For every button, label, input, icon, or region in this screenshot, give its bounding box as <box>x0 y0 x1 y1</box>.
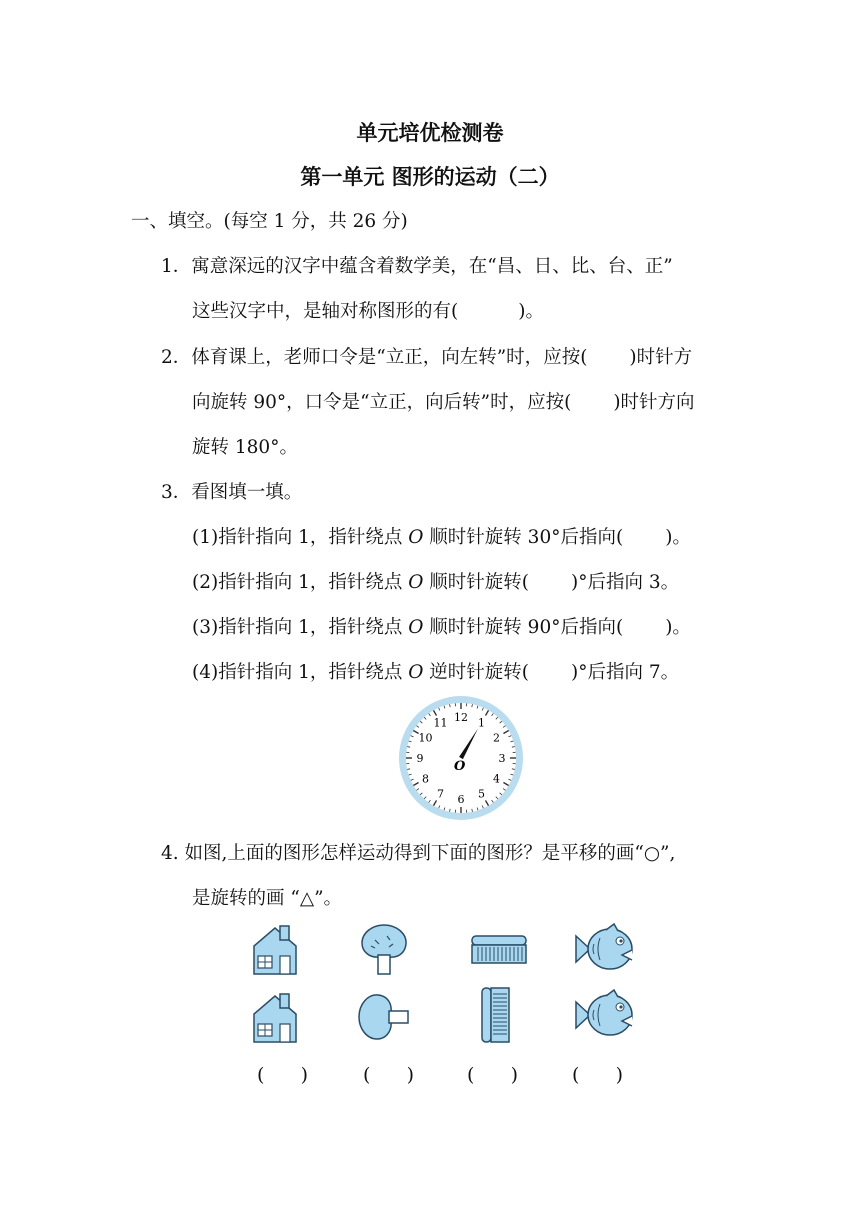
point-o-label: O <box>408 527 424 548</box>
q3-sub1-c: )。 <box>665 527 691 548</box>
q3-line: 3．看图填一填。 <box>161 482 303 503</box>
q2-line2-end: )时针方向 <box>613 392 695 413</box>
q1-line2 <box>192 297 544 323</box>
q1-line2-text: 这些汉字中，是轴对称图形的有( <box>192 301 459 322</box>
q3-sub4-b: 逆时针旋转( <box>423 662 530 683</box>
q3-sub1 <box>192 523 691 549</box>
house-icon <box>250 924 300 976</box>
q3-sub1-b: 顺时针旋转 30°后指向( <box>423 527 624 548</box>
q3-sub3-c: )。 <box>665 617 691 638</box>
clock-number: 12 <box>454 711 468 724</box>
point-o-label: O <box>408 617 424 638</box>
point-o-label: O <box>408 662 424 683</box>
q3-sub3-a: (3)指针指向 1，指针绕点 <box>192 617 409 638</box>
q3-sub2-c: )°后指向 3。 <box>571 572 680 593</box>
point-o-label: O <box>408 572 424 593</box>
page-title: 单元培优检测卷 <box>356 121 504 145</box>
q2-line1-text: 2．体育课上，老师口令是“立正，向左转”时，应按( <box>161 347 588 368</box>
answer-paren-3[interactable]: ( ) <box>467 1064 519 1086</box>
clock-number: 6 <box>457 793 465 806</box>
q1-line1: 1．寓意深远的汉字中蕴含着数学美，在“昌、日、比、台、正” <box>161 256 673 277</box>
q4-line1: 4. 如图,上面的图形怎样运动得到下面的图形？是平移的画“○”, <box>161 843 676 864</box>
clock-figure <box>396 694 526 822</box>
q3-sub3-b: 顺时针旋转 90°后指向( <box>423 617 624 638</box>
clock-number: 2 <box>493 731 501 745</box>
q3-sub2-b: 顺时针旋转( <box>423 572 530 593</box>
tree-icon <box>357 922 411 976</box>
q2-line2 <box>192 388 695 414</box>
q3-sub1-a: (1)指针指向 1，指针绕点 <box>192 527 409 548</box>
clock-center-label: O <box>454 759 466 774</box>
clock-number: 10 <box>418 731 433 745</box>
section-heading: 一、填空。(每空 1 分，共 26 分) <box>131 211 408 232</box>
answer-paren-1[interactable]: ( ) <box>257 1064 309 1086</box>
q2-line1 <box>161 343 692 369</box>
clock-number: 4 <box>493 772 501 786</box>
clock-number: 7 <box>437 787 444 801</box>
clock-number: 11 <box>433 716 448 730</box>
q3-sub4 <box>192 658 679 684</box>
fish-icon <box>574 922 636 976</box>
clock-number: 1 <box>478 716 485 730</box>
comb-icon <box>480 986 512 1044</box>
q2-line2-text: 向旋转 90°，口令是“立正，向后转”时，应按( <box>192 392 572 413</box>
tree-icon <box>354 992 410 1042</box>
clock-number: 3 <box>498 752 506 765</box>
q3-sub4-a: (4)指针指向 1，指针绕点 <box>192 662 409 683</box>
clock-number: 8 <box>421 772 429 786</box>
q2-line1-end: )时针方 <box>629 347 693 368</box>
page-subtitle: 第一单元 图形的运动（二） <box>300 165 560 189</box>
answer-paren-2[interactable]: ( ) <box>363 1064 415 1086</box>
q4-line2: 是旋转的画 “△”。 <box>192 888 343 909</box>
q3-sub4-c: )°后指向 7。 <box>571 662 680 683</box>
house-icon <box>250 992 300 1044</box>
answer-paren-4[interactable]: ( ) <box>572 1064 624 1086</box>
clock-number: 5 <box>478 787 485 801</box>
q3-sub2 <box>192 568 679 594</box>
q1-line2-end: )。 <box>518 301 544 322</box>
q3-sub2-a: (2)指针指向 1，指针绕点 <box>192 572 409 593</box>
clock-number: 9 <box>416 752 424 765</box>
comb-icon <box>470 934 528 966</box>
q2-line3: 旋转 180°。 <box>192 437 298 458</box>
q3-sub3 <box>192 613 691 639</box>
fish-icon <box>574 988 636 1042</box>
